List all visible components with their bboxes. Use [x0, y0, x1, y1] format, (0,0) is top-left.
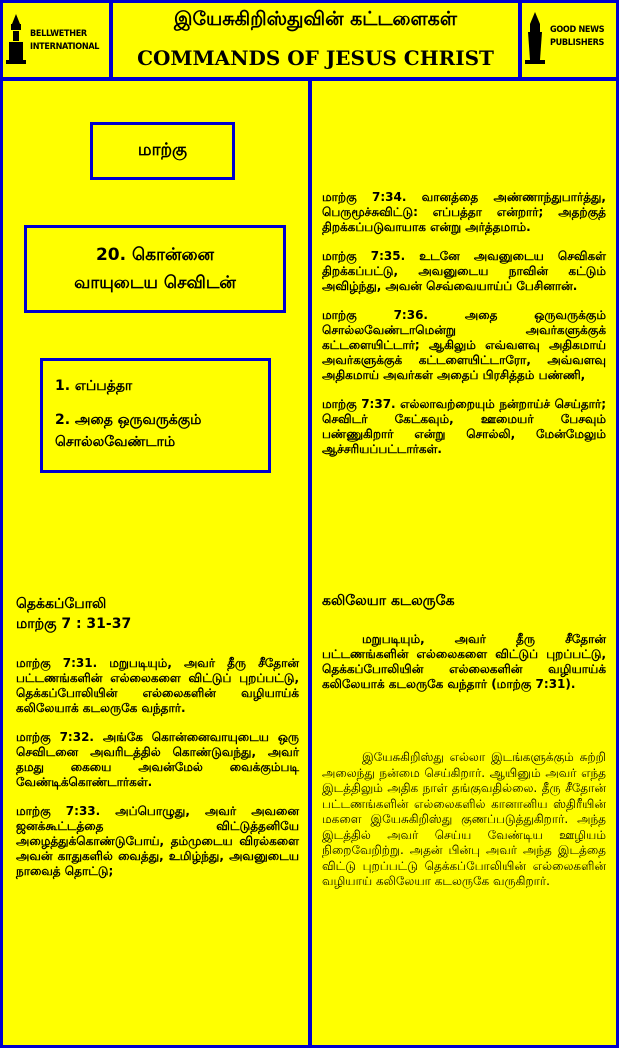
verse-32: மாற்கு 7:32. அங்கே கொன்னைவாயுடைய ஒரு செவிடனை அவரிடத்தில் கொண்டுவந்து, அவர் தமது கையை அவன்மேல் வைக்கும்படி வேண்டிக்கொண்டார்கள்.: [16, 730, 299, 789]
place-heading-right: கலிலேயா கடலருகே: [322, 593, 455, 609]
gospel-name: மாற்கு: [137, 140, 188, 160]
command-2-line2: சொல்லவேண்டாம்: [55, 434, 176, 450]
publisher-right-line1: GOOD NEWS: [550, 25, 605, 35]
place-heading-left: [16, 594, 131, 634]
verse-31: மாற்கு 7:31. மறுபடியும், அவர் தீரு சீதோன் பட்டணங்களின் எல்லைகளை விட்டுப் புறப்பட்டு, தெக்கப்போலியின் எல்லைகளின் வழியாய்க் கலிலேயாக் கடலருகே வந்தார்.: [16, 656, 299, 715]
lesson-title-box: [24, 225, 286, 313]
publisher-left-line1: BELLWETHER: [30, 29, 87, 39]
verse-33: மாற்கு 7:33. அப்பொழுது, அவர் அவனை ஜனக்கூட்டத்தை விட்டுத்தனியே அழைத்துக்கொண்டுபோய், தம்முடைய விரல்களை அவன் காதுகளில் வைத்து, உமிழ்ந்து, அவனுடைய நாவைத் தொட்டு;: [16, 804, 299, 878]
good-news-logo: [524, 10, 614, 70]
command-1: 1. எப்பத்தா: [55, 378, 133, 394]
publisher-right-line2: PUBLISHERS: [550, 38, 605, 48]
command-2: [55, 409, 268, 453]
verse-36: மாற்கு 7:36. அதை ஒருவருக்கும் சொல்லவேண்டாமென்று அவர்களுக்குக் கட்டளையிட்டார்; ஆகிலும் எவ்வளவு அதிகமாய் அவர்களுக்குக் கட்டளையிட்டாரோ, அவ்வளவு அதிகமாய் அவர்கள் அதைப் பிரசித்தம் பண்ணி,: [322, 308, 606, 382]
verse-34: மாற்கு 7:34. வானத்தை அண்ணாந்துபார்த்து, பெருமூச்சுவிட்டு: எப்பத்தா என்றார்; அதற்குத் திறக்கப்படுவாயாக என்று அர்த்தமாம்.: [322, 190, 606, 234]
title-tamil: இயேசுகிறிஸ்துவின் கட்டளைகள்: [174, 8, 457, 30]
bellwether-logo: [6, 10, 106, 70]
lamp-tower-icon: [524, 12, 546, 64]
command-2-line1: 2. அதை ஒருவருக்கும்: [55, 412, 202, 428]
commands-box: [40, 358, 271, 473]
travel-paragraph: மறுபடியும், அவர் தீரு சீதோன் பட்டணங்களின் எல்லைகளை விட்டுப் புறப்பட்டு, தெக்கப்போலியின் எல்லைகளின் வழியாய்க் கலிலேயாக் கடலருகே வந்தார் (மாற்கு 7:31).: [322, 632, 606, 691]
lesson-title-line2: வாயுடைய செவிடன்: [74, 273, 236, 293]
right-verses: [322, 190, 606, 471]
title-english: COMMANDS OF JESUS CHRIST: [137, 46, 494, 70]
scripture-reference: மாற்கு 7 : 31-37: [16, 616, 132, 632]
left-column: [0, 78, 312, 1048]
publisher-left-line2: INTERNATIONAL: [30, 42, 100, 52]
verse-37: மாற்கு 7:37. எல்லாவற்றையும் நன்றாய்ச் செய்தார்; செவிடர் கேட்கவும், ஊமையர் பேசவும் பண்ணுகிறார் என்று சொல்லி, மேன்மேலும் ஆச்சரியப்பட்டார்கள்.: [322, 397, 606, 456]
left-verses: [16, 656, 299, 893]
commentary-paragraph: இயேசுகிறிஸ்து எல்லா இடங்களுக்கும் சுற்றி அலைந்து நன்மை செய்கிறார். ஆயினும் அவர் எந்த இடத்திலும் அதிக நாள் தங்குவதில்லை. தீரு சீதோன் பட்டணங்களின் எல்லைகளில் கானானிய ஸ்திரீயின் மகளை இயேசுகிறிஸ்து குணப்படுத்துகிறார். அந்த இடத்தில் அவர் செய்ய வேண்டிய ஊழியம் நிறைவேறிற்று. அதன் பின்பு அவர் அந்த இடத்தை விட்டு புறப்பட்டு தெக்கப்போலியின் எல்லைகளின் வழியாய் கலிலேயா கடலருகே வருகிறார்.: [322, 750, 606, 888]
lesson-title-line1: 20. கொன்னை: [95, 245, 215, 265]
bell-tower-icon: [6, 14, 26, 64]
gospel-name-box: [90, 122, 235, 180]
place-name: தெக்கப்போலி: [16, 596, 107, 612]
verse-35: மாற்கு 7:35. உடனே அவனுடைய செவிகள் திறக்கப்பட்டு, அவனுடைய நாவின் கட்டும் அவிழ்ந்து, அவன் செவ்வையாய்ப் பேசினான்.: [322, 249, 606, 293]
